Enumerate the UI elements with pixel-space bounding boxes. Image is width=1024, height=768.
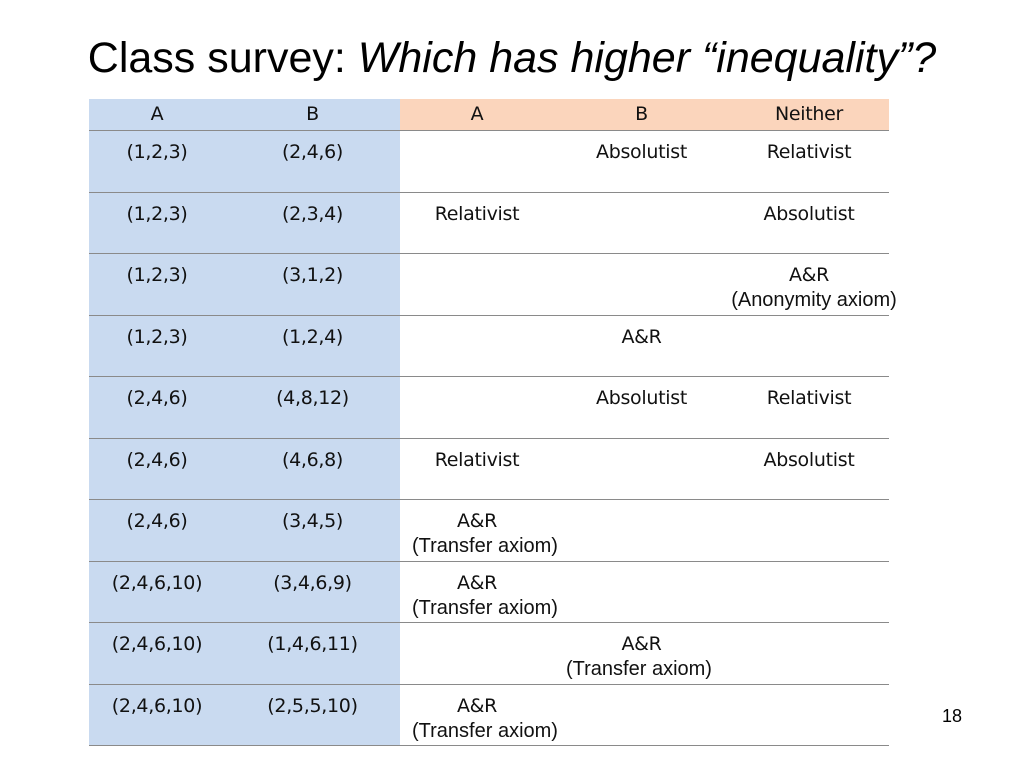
page-number: 18 bbox=[941, 706, 963, 726]
row-divider bbox=[89, 438, 889, 439]
cell-note: (Transfer axiom) bbox=[566, 658, 712, 680]
row-divider bbox=[89, 622, 889, 623]
row-divider bbox=[89, 684, 889, 685]
title-question: Which has higher “inequality”? bbox=[357, 34, 937, 82]
title-prefix: Class survey: bbox=[87, 34, 358, 82]
cell-note: (Anonymity axiom) bbox=[731, 289, 897, 311]
cell-b: (4,8,12) bbox=[276, 387, 349, 409]
row-divider bbox=[89, 192, 889, 193]
cell-answer-a: A&R bbox=[456, 572, 498, 594]
survey-table bbox=[89, 99, 897, 745]
cell-answer-a: A&R bbox=[456, 695, 498, 717]
row-divider bbox=[89, 130, 889, 131]
header-b: B bbox=[306, 103, 319, 125]
slide-title bbox=[0, 30, 1024, 86]
cell-note: (Transfer axiom) bbox=[412, 535, 558, 557]
cell-answer-b: Absolutist bbox=[596, 387, 687, 409]
cell-a: (1,2,3) bbox=[126, 203, 188, 225]
header-answer-b: B bbox=[635, 103, 648, 125]
cell-a: (1,2,3) bbox=[126, 141, 188, 163]
cell-a: (2,4,6,10) bbox=[111, 633, 203, 655]
cell-answer-b: A&R bbox=[621, 633, 662, 655]
cell-b: (3,4,5) bbox=[281, 510, 344, 532]
cell-a: (2,4,6,10) bbox=[111, 572, 203, 594]
cell-answer-b: Absolutist bbox=[596, 141, 687, 163]
row-divider bbox=[89, 253, 889, 254]
row-divider bbox=[89, 376, 889, 377]
cell-b: (4,6,8) bbox=[281, 449, 344, 471]
cell-a: (2,4,6,10) bbox=[111, 695, 203, 717]
cell-a: (2,4,6) bbox=[126, 510, 188, 532]
cell-answer-b: A&R bbox=[621, 326, 662, 348]
cell-note: (Transfer axiom) bbox=[412, 720, 558, 742]
cell-a: (1,2,3) bbox=[126, 326, 188, 348]
cell-b: (3,4,6,9) bbox=[273, 572, 352, 594]
row-divider bbox=[89, 561, 889, 562]
cell-a: (1,2,3) bbox=[126, 264, 188, 286]
cell-answer-a: Relativist bbox=[434, 203, 520, 225]
header-answer-a: A bbox=[470, 103, 484, 125]
cell-neither: Absolutist bbox=[763, 203, 855, 225]
row-divider bbox=[89, 499, 889, 500]
cell-neither: Relativist bbox=[766, 141, 852, 163]
cell-answer-a: A&R bbox=[456, 510, 498, 532]
cell-b: (2,5,5,10) bbox=[267, 695, 358, 717]
cell-b: (2,4,6) bbox=[281, 141, 344, 163]
row-divider bbox=[89, 315, 889, 316]
cell-answer-a: Relativist bbox=[434, 449, 520, 471]
row-divider bbox=[89, 745, 889, 746]
header-neither: Neither bbox=[774, 103, 844, 125]
cell-neither: A&R bbox=[788, 264, 830, 286]
header-a: A bbox=[150, 103, 164, 125]
cell-neither: Absolutist bbox=[763, 449, 855, 471]
cell-a: (2,4,6) bbox=[126, 449, 188, 471]
cell-b: (3,1,2) bbox=[281, 264, 344, 286]
cell-neither: Relativist bbox=[766, 387, 852, 409]
cell-note: (Transfer axiom) bbox=[412, 597, 558, 619]
cell-b: (1,2,4) bbox=[281, 326, 344, 348]
cell-b: (2,3,4) bbox=[281, 203, 344, 225]
cell-b: (1,4,6,11) bbox=[267, 633, 358, 655]
cell-a: (2,4,6) bbox=[126, 387, 188, 409]
